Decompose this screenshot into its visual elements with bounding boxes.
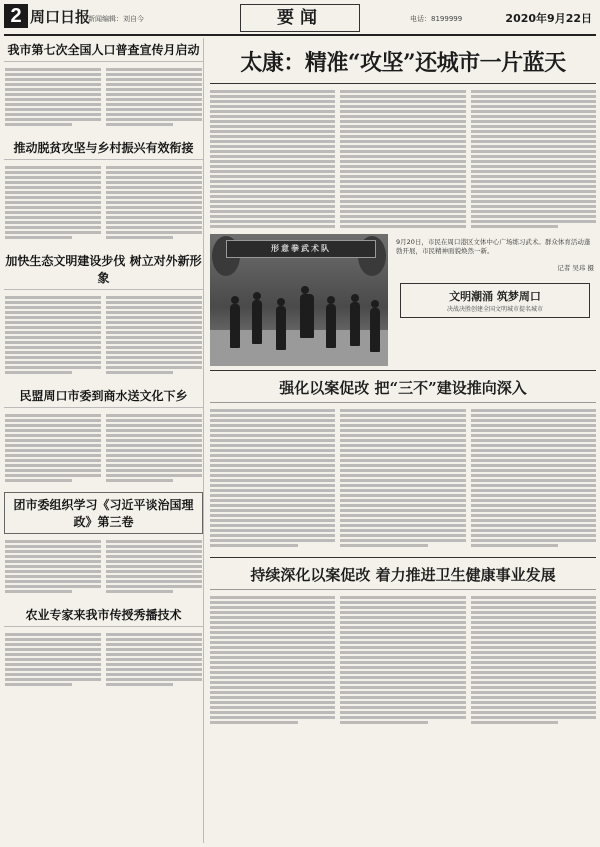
stamp-subtitle: 决战决胜创建全国文明城市提名城市 [446,306,543,314]
article-body [4,64,203,130]
photo-side [394,234,596,366]
article-headline[interactable]: 农业专家来我市传授秀播技术 [4,603,203,627]
lead-article-body [210,88,596,230]
issue-date: 2020年9月22日 [505,12,592,25]
photo-caption: 9月20日，市民在周口港区文体中心广场练习武术。群众体育活动蓬勃开展，市民精神面貌焕然一新。 [396,238,591,256]
article-body [4,292,203,378]
masthead [0,0,600,36]
photo-banner [226,240,376,258]
article-headline[interactable]: 团市委组织学习《习近平谈治国理政》第三卷 [4,492,203,534]
article-headline[interactable]: 民盟周口市委到商水送文化下乡 [4,384,203,408]
article-body [4,629,203,690]
article-body [4,162,203,243]
article-body [4,536,203,597]
campaign-stamp [400,283,590,318]
third-article-body [210,594,596,726]
news-photo[interactable] [210,234,388,366]
phone-meta: 电话：8199999 [410,15,463,23]
paper-name: 周口日报 [30,8,91,26]
second-article-body [210,407,596,549]
main-column [210,38,596,843]
article-body [4,410,203,486]
section-title: 要闻 [240,4,360,32]
third-headline[interactable]: 持续深化以案促改 着力推进卫生健康事业发展 [210,557,596,590]
article-headline[interactable]: 加快生态文明建设步伐 树立对外新形象 [4,249,203,290]
top-rule [4,34,596,36]
article-headline[interactable]: 推动脱贫攻坚与乡村振兴有效衔接 [4,136,203,160]
article-headline[interactable]: 我市第七次全国人口普查宣传月启动 [4,38,203,62]
editor-meta: 新闻编辑：刘自今 [88,15,144,23]
second-headline[interactable]: 强化以案促改 把“三不”建设推向深入 [210,370,596,403]
left-column [4,38,204,843]
stamp-title: 文明潮涌 筑梦周口 [449,290,541,304]
photo-row [210,234,596,366]
page-number: 2 [4,4,28,28]
photo-banner-text: 形意拳武术队 [271,244,331,253]
photo-credit: 记者 吴玮 摄 [557,264,594,273]
lead-headline[interactable]: 太康：精准“攻坚”还城市一片蓝天 [210,38,596,84]
